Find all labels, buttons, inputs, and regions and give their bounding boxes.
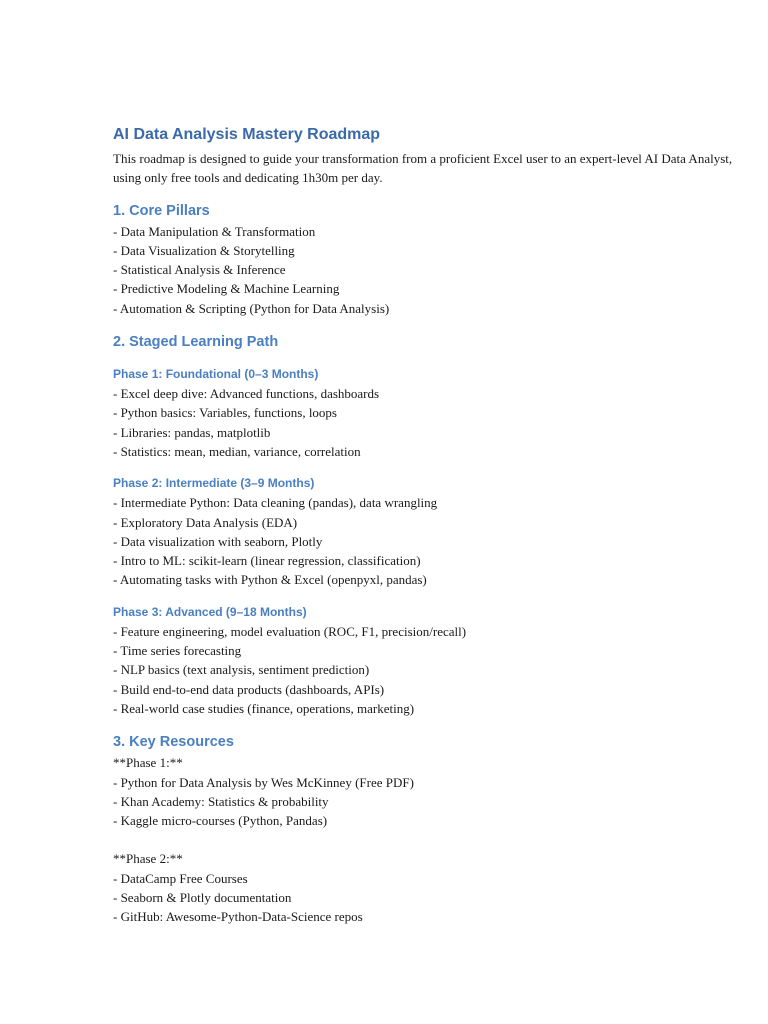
phase-2-heading: Phase 2: Intermediate (3–9 Months): [113, 476, 315, 491]
list-item: - DataCamp Free Courses: [113, 870, 248, 886]
section-heading-resources: 3. Key Resources: [113, 734, 234, 751]
resources-group-label: **Phase 1:**: [113, 755, 183, 771]
section-heading-learning-path: 2. Staged Learning Path: [113, 334, 279, 351]
phase-3-list: [113, 622, 733, 718]
list-item: - Data Manipulation & Transformation: [113, 223, 316, 239]
list-item: - Python basics: Variables, functions, loops: [113, 405, 337, 421]
list-item: - Predictive Modeling & Machine Learning: [113, 281, 340, 297]
resources-phase-1-list: [113, 753, 733, 830]
list-item: - Build end-to-end data products (dashboards, APIs): [113, 681, 385, 697]
list-item: - NLP basics (text analysis, sentiment prediction): [113, 662, 370, 678]
list-item: - Excel deep dive: Advanced functions, dashboards: [113, 386, 380, 402]
list-item: - Data visualization with seaborn, Plotly: [113, 533, 323, 549]
phase-3-heading: Phase 3: Advanced (9–18 Months): [113, 604, 307, 619]
list-item: - Seaborn & Plotly documentation: [113, 890, 292, 906]
paragraph-gap: [113, 830, 733, 849]
list-item: - Exploratory Data Analysis (EDA): [113, 514, 298, 530]
list-item: - GitHub: Awesome-Python-Data-Science repos: [113, 909, 363, 925]
list-item: - Statistical Analysis & Inference: [113, 262, 286, 278]
list-item: - Libraries: pandas, matplotlib: [113, 424, 271, 440]
list-item: - Time series forecasting: [113, 643, 242, 659]
list-item: - Automating tasks with Python & Excel (openpyxl, pandas): [113, 572, 427, 588]
phase-1-heading: Phase 1: Foundational (0–3 Months): [113, 367, 319, 382]
core-pillars-list: [113, 222, 733, 318]
list-item: - Real-world case studies (finance, operations, marketing): [113, 700, 415, 716]
intro-paragraph: This roadmap is designed to guide your transformation from a proficient Excel user to an expert-level AI Data Analyst, using only free tools and dedicating 1h30m per day.: [113, 151, 733, 186]
phase-1-list: [113, 384, 733, 461]
list-item: - Python for Data Analysis by Wes McKinney (Free PDF): [113, 774, 414, 790]
document-page: [113, 123, 733, 927]
section-heading-core-pillars: 1. Core Pillars: [113, 202, 210, 219]
list-item: - Kaggle micro-courses (Python, Pandas): [113, 813, 328, 829]
list-item: - Khan Academy: Statistics & probability: [113, 793, 329, 809]
list-item: - Feature engineering, model evaluation (ROC, F1, precision/recall): [113, 623, 467, 639]
resources-phase-2-list: [113, 849, 733, 926]
resources-group-label: **Phase 2:**: [113, 851, 183, 867]
list-item: - Automation & Scripting (Python for Data Analysis): [113, 300, 390, 316]
list-item: - Intro to ML: scikit-learn (linear regression, classification): [113, 553, 421, 569]
document-title: AI Data Analysis Mastery Roadmap: [113, 126, 381, 143]
list-item: - Statistics: mean, median, variance, correlation: [113, 443, 361, 459]
list-item: - Intermediate Python: Data cleaning (pandas), data wrangling: [113, 495, 438, 511]
list-item: - Data Visualization & Storytelling: [113, 242, 295, 258]
phase-2-list: [113, 493, 733, 589]
